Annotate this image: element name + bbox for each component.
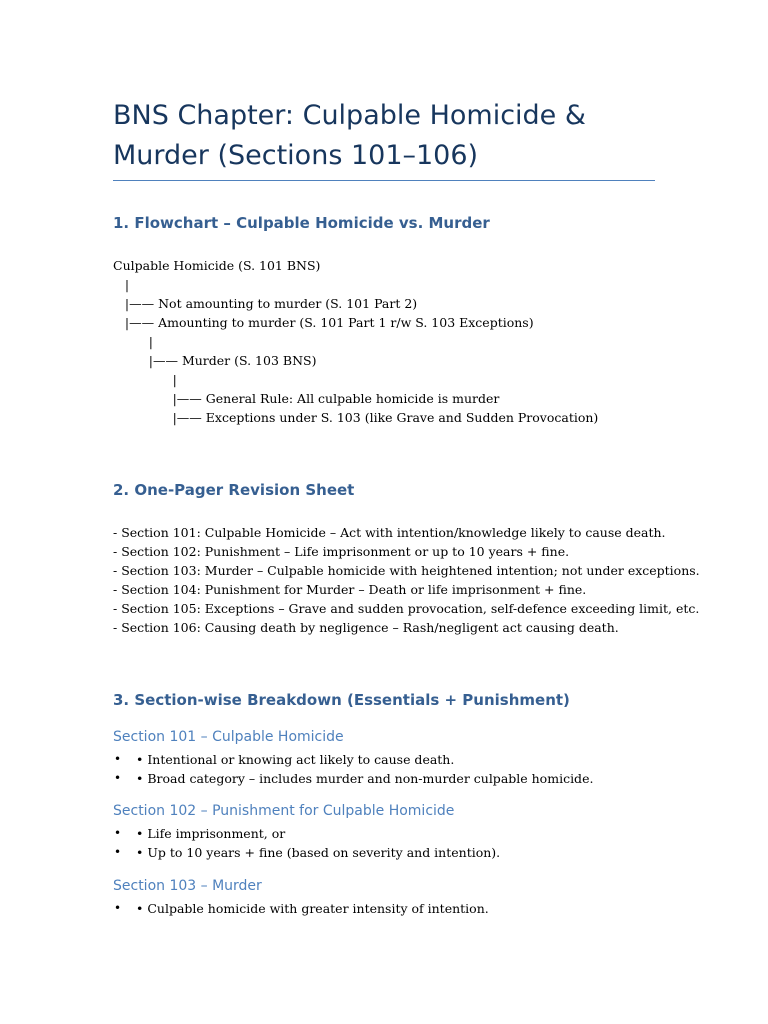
- bullet-icon: •: [114, 771, 122, 785]
- bullet-list-102: [113, 824, 500, 862]
- bullet-list-103: [113, 899, 489, 918]
- flowchart-block: [113, 256, 598, 427]
- flowchart-line: |—— Exceptions under S. 103 (like Grave and Sudden Provocation): [113, 410, 599, 425]
- subsection-heading-101: Section 101 – Culpable Homicide: [113, 729, 344, 745]
- flowchart-line: |: [113, 277, 130, 292]
- list-item: • • Up to 10 years + fine (based on severity and intention).: [114, 845, 501, 860]
- revision-line: - Section 103: Murder – Culpable homicide with heightened intention; not under exceptions.: [113, 563, 700, 578]
- subsection-heading-103: Section 103 – Murder: [113, 878, 262, 894]
- flowchart-line: |—— Not amounting to murder (S. 101 Part 2): [113, 296, 418, 311]
- bullet-icon: •: [114, 752, 122, 766]
- document-title: BNS Chapter: Culpable Homicide & Murder (Sections 101–106): [113, 100, 586, 171]
- title-underline: [113, 180, 655, 181]
- revision-line: - Section 104: Punishment for Murder – Death or life imprisonment + fine.: [113, 582, 587, 597]
- revision-sheet-block: [113, 523, 700, 637]
- revision-line: - Section 102: Punishment – Life imprisonment or up to 10 years + fine.: [113, 544, 570, 559]
- bullet-icon: •: [114, 845, 122, 859]
- subsection-heading-102: Section 102 – Punishment for Culpable Homicide: [113, 803, 455, 819]
- list-item: • • Life imprisonment, or: [114, 826, 286, 841]
- list-item: • • Broad category – includes murder and non-murder culpable homicide.: [114, 771, 594, 786]
- list-item: • • Intentional or knowing act likely to cause death.: [114, 752, 455, 767]
- revision-line: - Section 106: Causing death by negligence – Rash/negligent act causing death.: [113, 620, 619, 635]
- flowchart-line: Culpable Homicide (S. 101 BNS): [113, 258, 321, 273]
- section-heading-revision-sheet: 2. One-Pager Revision Sheet: [113, 481, 355, 499]
- list-item: • • Culpable homicide with greater intensity of intention.: [114, 901, 489, 916]
- flowchart-line: |—— Murder (S. 103 BNS): [113, 353, 317, 368]
- bullet-list-101: [113, 750, 593, 788]
- flowchart-line: |—— Amounting to murder (S. 101 Part 1 r/w S. 103 Exceptions): [113, 315, 534, 330]
- section-heading-breakdown: 3. Section-wise Breakdown (Essentials + Punishment): [113, 691, 570, 709]
- bullet-icon: •: [114, 901, 122, 915]
- flowchart-line: |—— General Rule: All culpable homicide is murder: [113, 391, 500, 406]
- section-heading-flowchart: 1. Flowchart – Culpable Homicide vs. Murder: [113, 214, 490, 232]
- flowchart-line: |: [113, 334, 153, 349]
- bullet-icon: •: [114, 826, 122, 840]
- flowchart-line: |: [113, 372, 177, 387]
- revision-line: - Section 101: Culpable Homicide – Act with intention/knowledge likely to cause death.: [113, 525, 666, 540]
- revision-line: - Section 105: Exceptions – Grave and sudden provocation, self-defence exceeding limit, etc.: [113, 601, 700, 616]
